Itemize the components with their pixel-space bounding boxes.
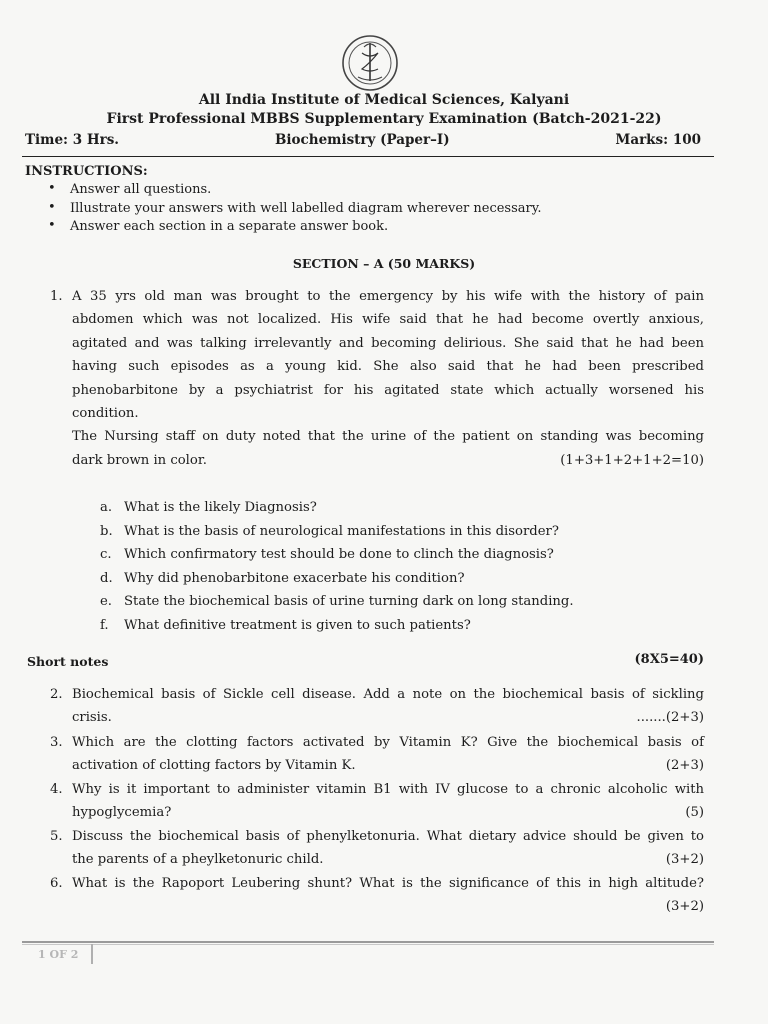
question-line: crisis. bbox=[72, 710, 112, 726]
subpart-letter: e. bbox=[100, 594, 112, 610]
subpart-letter: a. bbox=[100, 500, 113, 515]
subpart-letter: b. bbox=[100, 523, 113, 539]
footer-divider-thin bbox=[22, 944, 714, 945]
question-line-2 bbox=[72, 758, 704, 781]
subpart-text: Which confirmatory test should be done to clinch the diagnosis? bbox=[124, 547, 554, 563]
question-1-line: A 35 yrs old man was brought to the emergency by his wife with the history of pain bbox=[72, 289, 704, 304]
question-line: What is the Rapoport Leubering shunt? What is the significance of this in high altitude? bbox=[72, 876, 704, 891]
paper-name: Biochemistry (Paper–I) bbox=[275, 132, 450, 148]
question-number: 3. bbox=[50, 735, 63, 750]
question-line: hypoglycemia? bbox=[72, 805, 172, 821]
subpart-letter: f. bbox=[100, 617, 109, 633]
subpart-text: State the biochemical basis of urine turning dark on long standing. bbox=[124, 594, 574, 610]
question-number: 2. bbox=[50, 687, 63, 702]
short-notes-marks: (8X5=40) bbox=[634, 652, 704, 667]
subpart-letter: c. bbox=[100, 547, 112, 563]
subpart-text: Why did phenobarbitone exacerbate his condition? bbox=[124, 570, 465, 586]
subpart-letter: d. bbox=[100, 570, 113, 586]
question-1-line: phenobarbitone by a psychiatrist for his agitated state which actually worsened his bbox=[72, 382, 704, 398]
footer-divider bbox=[22, 941, 714, 943]
question-line-2 bbox=[72, 852, 704, 875]
question-1-line: having such episodes as a young kid. She also said that he had been prescribed bbox=[72, 359, 704, 375]
header-divider bbox=[22, 156, 714, 157]
instructions-heading: INSTRUCTIONS: bbox=[25, 164, 148, 179]
exam-title: First Professional MBBS Supplementary Examination (Batch-2021-22) bbox=[106, 111, 662, 127]
question-1-line: condition. bbox=[72, 405, 139, 421]
short-notes-heading: Short notes bbox=[27, 654, 109, 669]
total-marks: Marks: 100 bbox=[615, 132, 701, 148]
question-number: 1. bbox=[50, 289, 63, 304]
subpart-text: What is the basis of neurological manifestations in this disorder? bbox=[124, 523, 559, 539]
question-line: Why is it important to administer vitamin B1 with IV glucose to a chronic alcoholic with bbox=[72, 782, 704, 797]
subpart-item bbox=[100, 547, 574, 571]
instruction-item: • Answer each section in a separate answer book. bbox=[48, 219, 542, 238]
question-marks: (3+2) bbox=[665, 852, 704, 868]
subpart-item bbox=[100, 500, 574, 524]
question-body bbox=[72, 829, 704, 876]
question-1-line: dark brown in color. bbox=[72, 452, 207, 468]
question-1-line: The Nursing staff on duty noted that the urine of the patient on standing was becoming bbox=[72, 429, 704, 445]
instruction-item: • Answer all questions. bbox=[48, 182, 542, 201]
question-body bbox=[72, 782, 704, 829]
instruction-item: • Illustrate your answers with well labelled diagram wherever necessary. bbox=[48, 201, 542, 220]
question-line: Discuss the biochemical basis of phenylketonuria. What dietary advice should be given to bbox=[72, 829, 704, 844]
question-line: Which are the clotting factors activated by Vitamin K? Give the biochemical basis of bbox=[72, 735, 704, 750]
question-number: 5. bbox=[50, 829, 63, 844]
question-body bbox=[72, 876, 704, 923]
question-1-marks: (1+3+1+2+1+2=10) bbox=[560, 452, 704, 468]
page-number-separator bbox=[91, 944, 93, 964]
question-1-line: abdomen which was not localized. His wife said that he had become overtly anxious, bbox=[72, 312, 704, 328]
question-marks: (2+3) bbox=[665, 758, 704, 774]
question-line: activation of clotting factors by Vitamin K. bbox=[72, 758, 356, 774]
question-line: the parents of a pheylketonuric child. bbox=[72, 852, 324, 868]
subpart-text: What definitive treatment is given to such patients? bbox=[124, 617, 471, 633]
question-marks: (3+2) bbox=[665, 899, 704, 915]
question-1-body bbox=[72, 289, 704, 476]
question-marks: (5) bbox=[685, 805, 704, 821]
subpart-text: What is the likely Diagnosis? bbox=[124, 500, 317, 515]
institute-name: All India Institute of Medical Sciences, Kalyani bbox=[198, 92, 570, 108]
question-line-2 bbox=[72, 710, 704, 733]
institute-emblem-icon bbox=[340, 33, 400, 93]
question-body bbox=[72, 687, 704, 734]
question-1-line: agitated and was talking irrelevantly and becoming delirious. She said that he had been bbox=[72, 335, 704, 351]
page-number: 1 OF 2 bbox=[38, 948, 79, 961]
question-number: 4. bbox=[50, 782, 63, 797]
subpart-item bbox=[100, 571, 574, 595]
question-line-2 bbox=[72, 899, 704, 922]
question-1-subparts bbox=[100, 500, 574, 642]
question-line-2 bbox=[72, 805, 704, 828]
section-a-title: SECTION – A (50 MARKS) bbox=[292, 256, 476, 271]
exam-time: Time: 3 Hrs. bbox=[25, 132, 119, 148]
instructions-list bbox=[48, 182, 542, 238]
question-body bbox=[72, 735, 704, 782]
question-number: 6. bbox=[50, 876, 63, 891]
subpart-item bbox=[100, 618, 574, 642]
question-marks: .......(2+3) bbox=[636, 710, 704, 726]
subpart-item bbox=[100, 524, 574, 548]
subpart-item bbox=[100, 594, 574, 618]
question-line: Biochemical basis of Sickle cell disease. Add a note on the biochemical basis of sickling bbox=[72, 687, 704, 702]
question-1-line-last bbox=[72, 453, 704, 476]
